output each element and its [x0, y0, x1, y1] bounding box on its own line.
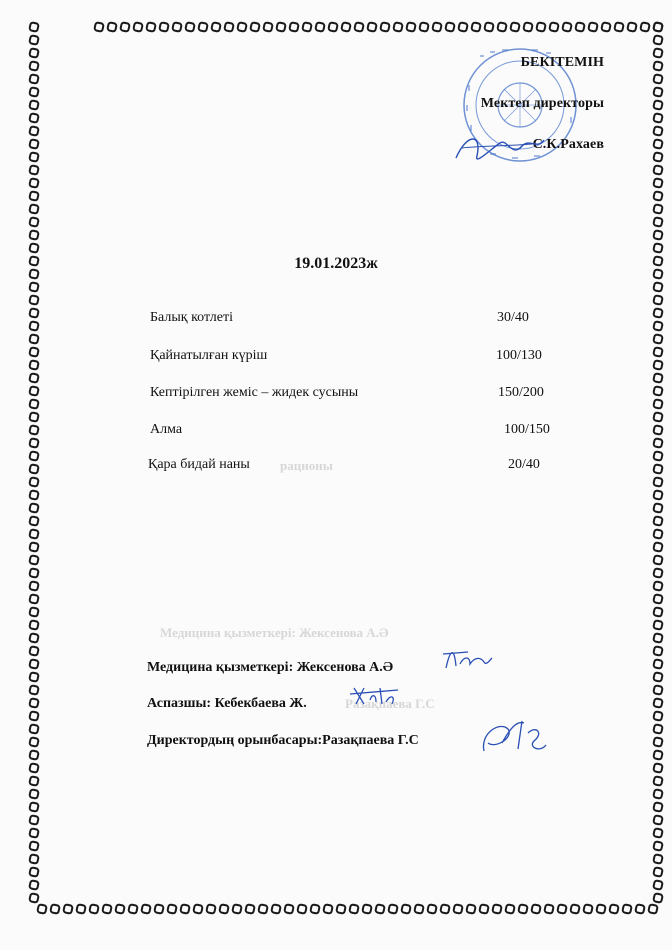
- medical-staff-line: Медицина қызметкері: Жексенова А.Ә: [147, 660, 394, 675]
- menu-item: [150, 422, 570, 442]
- approval-heading: БЕКІТЕМІН: [520, 55, 604, 70]
- deputy-director-signature: [478, 715, 553, 760]
- director-signature: [452, 128, 547, 168]
- menu-item-portion: 30/40: [497, 310, 529, 325]
- menu-item-name: Балық котлеті: [150, 310, 233, 325]
- menu-item: [150, 385, 570, 405]
- menu-item-portion: 100/150: [504, 422, 550, 437]
- menu-item-name: Қара бидай наны: [148, 457, 250, 472]
- menu-item-name: Қайнатылған күріш: [150, 348, 268, 363]
- cook-line: Аспазшы: Кебекбаева Ж.: [147, 696, 307, 711]
- menu-item-name: Кептірілген жеміс – жидек сусыны: [150, 385, 359, 400]
- bleed-through-text: Разақпаева Г.С: [345, 696, 435, 711]
- menu-item-name: Алма: [150, 422, 183, 437]
- approval-block: [440, 55, 620, 190]
- cook-signature: [350, 680, 400, 710]
- bleed-through-text: рационы: [280, 458, 333, 473]
- menu-item-portion: 100/130: [496, 348, 542, 363]
- menu-item-portion: 150/200: [498, 385, 544, 400]
- menu-item: [150, 348, 570, 368]
- deputy-director-line: Директордың орынбасары:Разақпаева Г.С: [147, 733, 419, 748]
- menu-item-portion: 20/40: [508, 457, 540, 472]
- menu-item: [148, 457, 568, 477]
- medical-staff-signature: [440, 642, 495, 674]
- menu-item: [150, 310, 570, 330]
- bleed-through-text: Медицина қызметкері: Жексенова А.Ә: [160, 625, 389, 640]
- menu-date: 19.01.2023ж: [294, 255, 378, 272]
- approval-position: Мектеп директоры: [480, 96, 604, 111]
- approval-name: С.К.Рахаев: [532, 137, 604, 152]
